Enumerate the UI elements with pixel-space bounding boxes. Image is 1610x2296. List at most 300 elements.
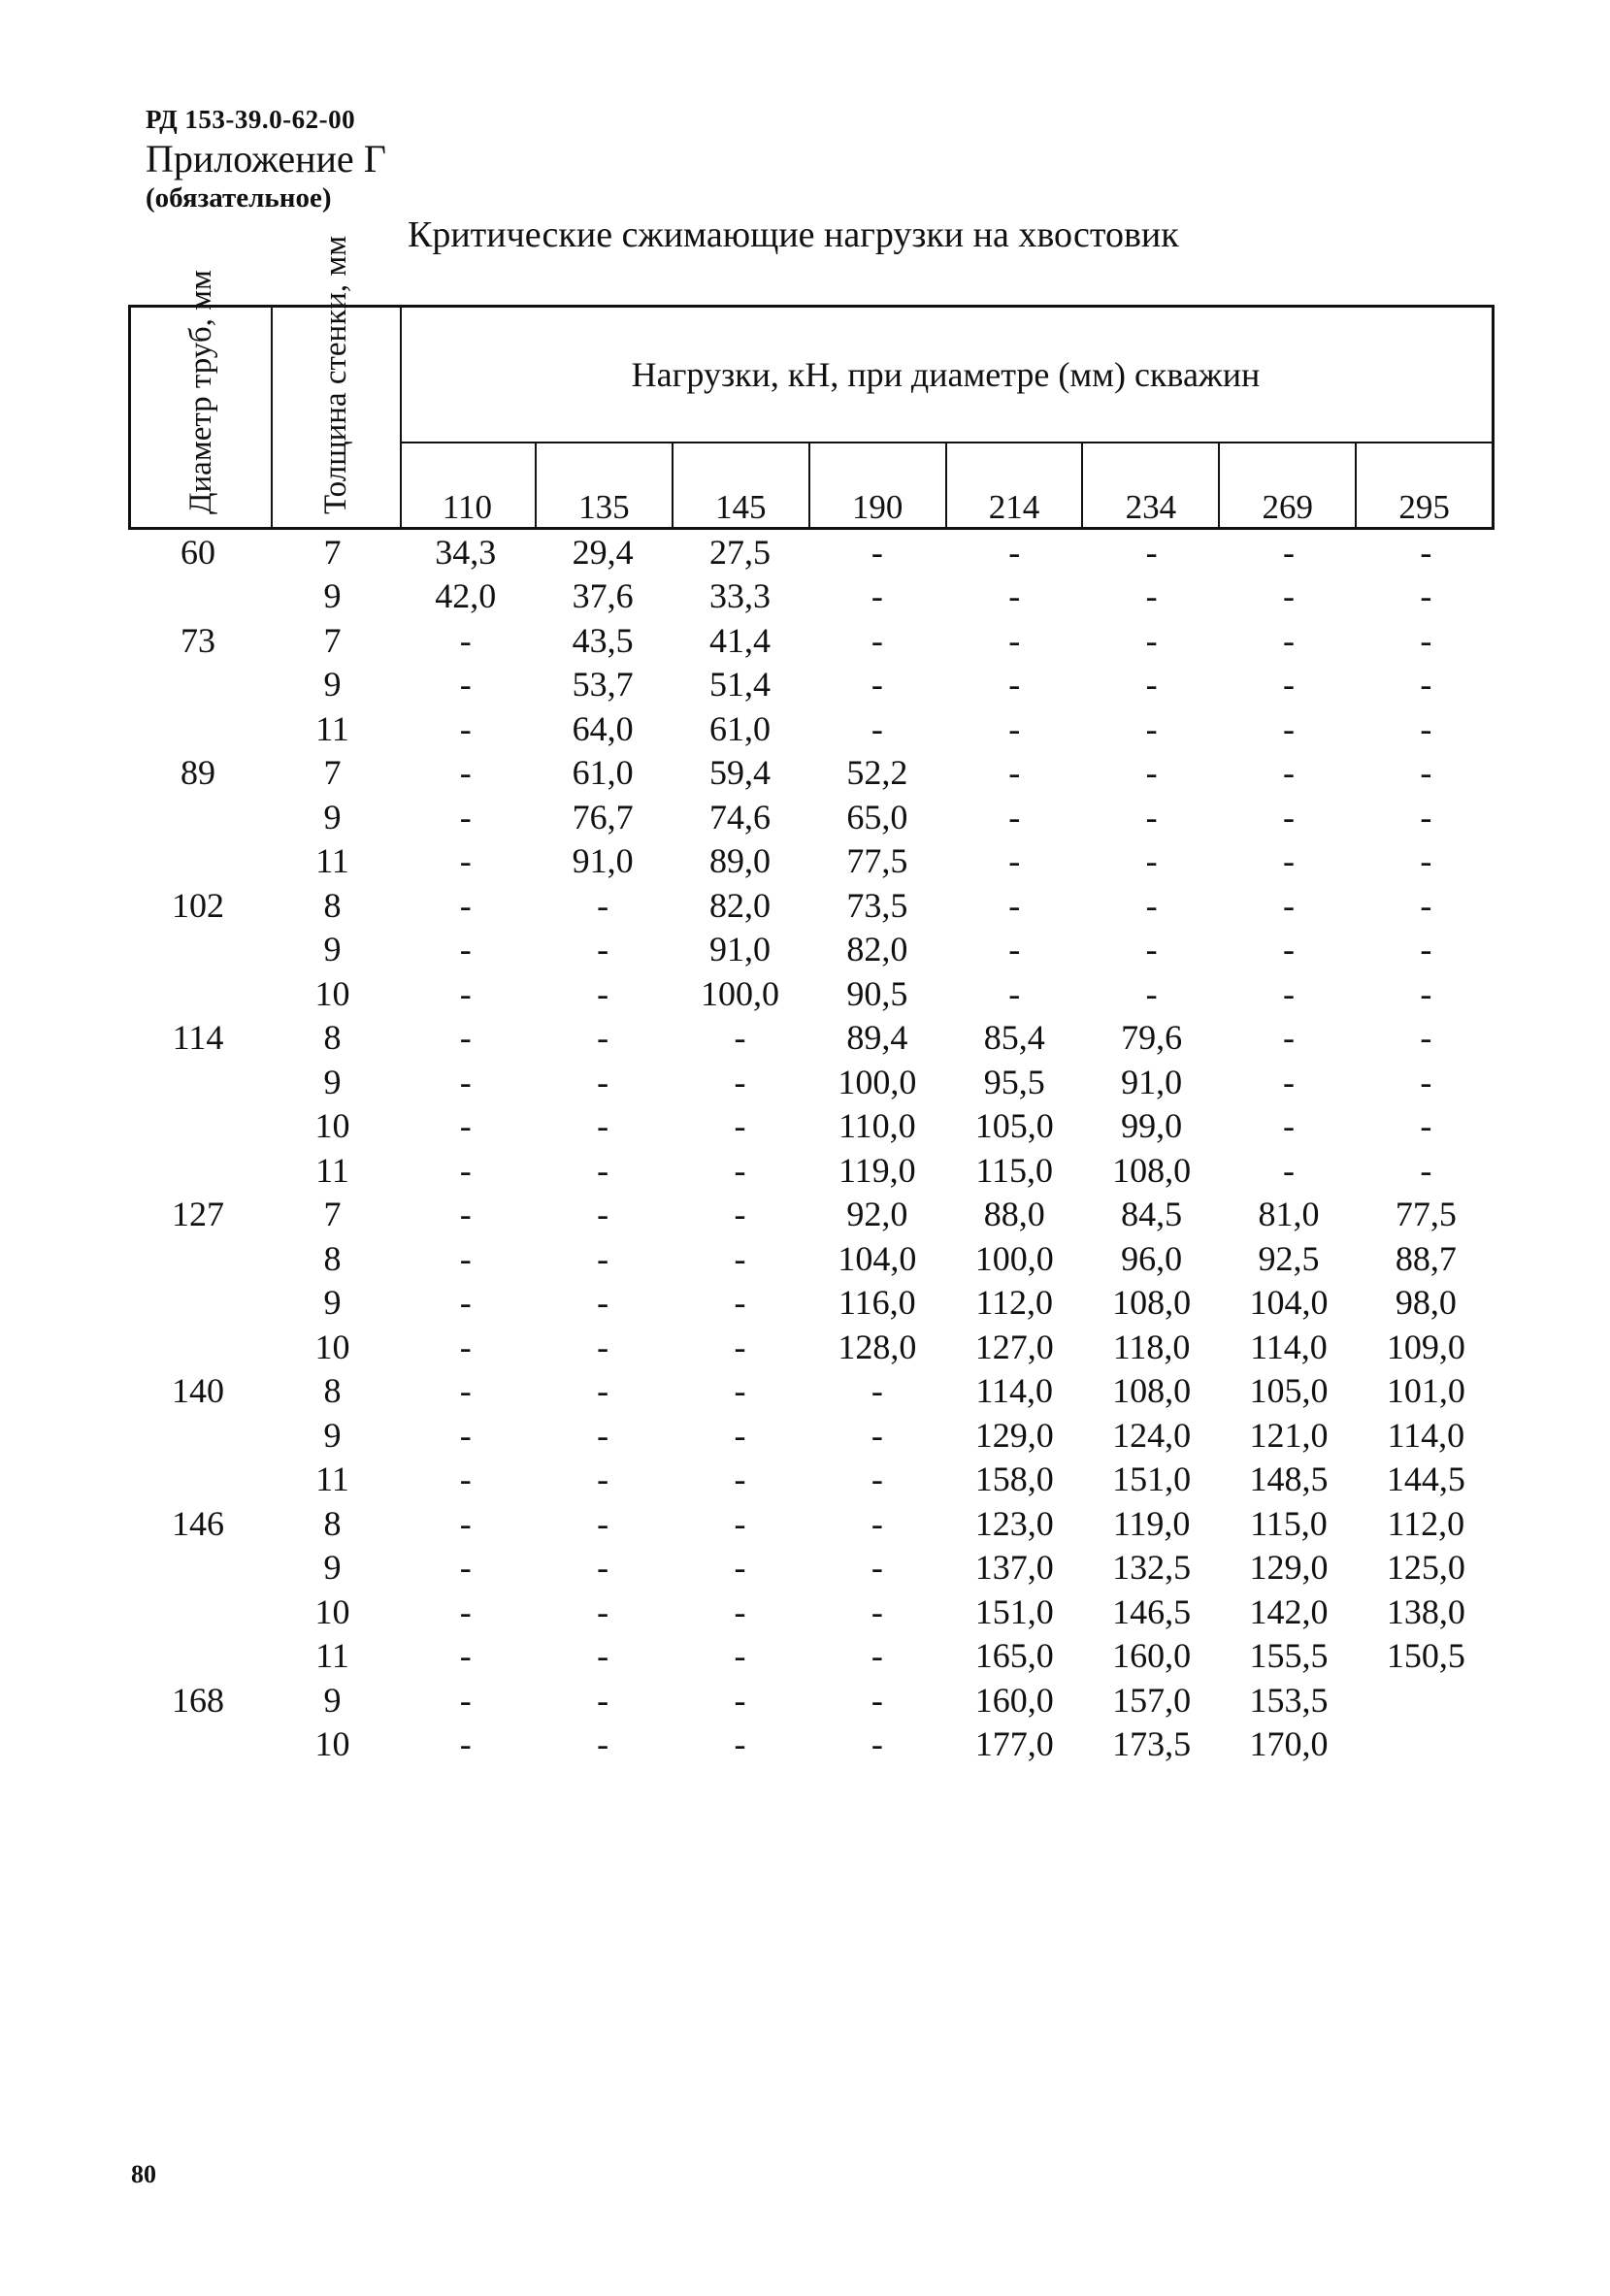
load-value-cell: - [1008,797,1021,836]
load-value-cell: - [459,708,472,748]
table-row [128,1236,1495,1281]
load-value-cell: 65,0 [846,797,908,836]
load-value-cell: - [1008,532,1021,572]
table-title: Критические сжимающие нагрузки на хвостовик [408,214,1179,255]
wall-thickness-cell: 10 [314,1724,350,1764]
load-value-cell: - [871,620,883,660]
load-value-cell: - [459,1018,472,1058]
load-value-cell: - [734,1106,746,1146]
load-value-cell: - [597,1460,609,1499]
table-row [128,574,1495,619]
wall-thickness-cell: 9 [323,1415,342,1455]
load-value-cell: 138,0 [1386,1591,1465,1631]
load-value-cell: - [597,1238,609,1278]
load-value-cell: - [1008,753,1021,793]
load-value-cell: 109,0 [1386,1327,1465,1366]
load-value-cell: 177,0 [974,1724,1054,1764]
load-value-cell: - [1008,841,1021,881]
pipe-diameter-cell: 114 [172,1018,224,1058]
load-value-cell: - [597,1724,609,1764]
table-row [128,839,1495,884]
load-value-cell: - [459,1636,472,1676]
header-pipe-diameter [131,270,273,527]
load-value-cell: - [459,620,472,660]
header-loads: Нагрузки, кН, при диаметре (мм) скважин [400,308,1492,443]
load-value-cell: 79,6 [1121,1018,1183,1058]
load-value-cell: - [871,1724,883,1764]
load-value-cell: 89,4 [846,1018,908,1058]
load-value-cell: - [597,1150,609,1190]
load-value-cell: 144,5 [1386,1460,1465,1499]
load-value-cell: - [734,1415,746,1455]
load-value-cell: 119,0 [1112,1503,1191,1543]
load-value-cell: 81,0 [1258,1195,1320,1234]
load-value-cell: - [1420,1062,1432,1101]
wall-thickness-cell: 10 [314,1106,350,1146]
table-row [128,530,1495,574]
pipe-diameter-cell: 168 [172,1680,224,1720]
load-value-cell: 74,6 [708,797,771,836]
load-value-cell: - [459,930,472,969]
load-value-cell: - [1420,576,1432,616]
load-value-cell: - [1145,753,1158,793]
load-value-cell: - [1282,1106,1295,1146]
table-row [128,1369,1495,1414]
load-value-cell: - [459,1106,472,1146]
load-value-cell: 142,0 [1249,1591,1329,1631]
load-value-cell: - [734,1636,746,1676]
load-value-cell: 92,0 [846,1195,908,1234]
load-value-cell: 61,0 [708,708,771,748]
header-well-diameter: 214 [947,442,1084,527]
header-wall-thickness-label: Толщина стенки, мм [317,235,353,514]
load-value-cell: 108,0 [1112,1371,1192,1411]
table-row [128,883,1495,928]
load-value-cell: 77,5 [846,841,908,881]
table-row [128,971,1495,1016]
load-value-cell: - [1145,708,1158,748]
load-value-cell: - [1420,841,1432,881]
table-row [128,1590,1495,1634]
wall-thickness-cell: 7 [323,620,342,660]
wall-thickness-cell: 8 [323,1238,342,1278]
load-value-cell: 160,0 [1112,1636,1192,1676]
load-value-cell: - [734,1327,746,1366]
load-value-cell: 148,5 [1249,1460,1329,1499]
wall-thickness-cell: 8 [323,885,342,925]
load-value-cell: 29,4 [572,532,634,572]
load-value-cell: 85,4 [983,1018,1045,1058]
load-value-cell: 76,7 [572,797,634,836]
load-value-cell: - [871,1636,883,1676]
load-value-cell: 115,0 [1250,1503,1328,1543]
load-value-cell: - [597,1371,609,1411]
load-value-cell: 33,3 [708,576,771,616]
load-value-cell: 118,0 [1112,1327,1191,1366]
load-value-cell: - [459,1327,472,1366]
load-value-cell: 114,0 [1250,1327,1328,1366]
load-value-cell: - [1145,665,1158,705]
load-value-cell: - [871,1460,883,1499]
load-value-cell: - [459,1238,472,1278]
load-value-cell: 51,4 [708,665,771,705]
load-value-cell: 132,5 [1112,1548,1192,1588]
load-value-cell: 42,0 [435,576,497,616]
load-value-cell: - [597,930,609,969]
load-value-cell: 37,6 [572,576,634,616]
load-value-cell: 84,5 [1121,1195,1183,1234]
load-value-cell: - [1282,708,1295,748]
load-value-cell: 153,5 [1249,1680,1329,1720]
load-value-cell: - [459,1503,472,1543]
load-value-cell: - [1420,973,1432,1013]
load-value-cell: - [1420,1018,1432,1058]
load-value-cell: 112,0 [1387,1503,1465,1543]
wall-thickness-cell: 11 [315,1636,349,1676]
load-value-cell: - [597,885,609,925]
load-value-cell: - [871,532,883,572]
load-value-cell: 127,0 [974,1327,1054,1366]
load-value-cell: 108,0 [1112,1150,1192,1190]
header-well-diameter: 295 [1398,488,1450,526]
table-row [128,1634,1495,1679]
load-value-cell: - [734,1591,746,1631]
load-value-cell: - [597,1415,609,1455]
table-row [128,1016,1495,1061]
load-value-cell: - [734,1283,746,1323]
load-value-cell: 165,0 [974,1636,1054,1676]
wall-thickness-cell: 9 [323,1283,342,1323]
load-value-cell: - [459,1591,472,1631]
load-value-cell: - [1008,885,1021,925]
load-value-cell: 155,5 [1249,1636,1329,1676]
table-row [128,618,1495,663]
wall-thickness-cell: 11 [315,708,349,748]
load-value-cell: - [1145,576,1158,616]
load-value-cell: - [597,1283,609,1323]
header-well-diameter: 269 [1220,442,1357,527]
load-value-cell: 92,5 [1258,1238,1320,1278]
load-value-cell: 137,0 [974,1548,1054,1588]
load-value-cell: 59,4 [708,753,771,793]
load-value-cell: - [1008,665,1021,705]
load-value-cell: - [459,1680,472,1720]
table-row [128,928,1495,972]
load-value-cell: - [871,665,883,705]
load-value-cell: 91,0 [572,841,634,881]
table-row [128,751,1495,796]
table-row [128,1722,1495,1767]
load-value-cell: - [1282,1062,1295,1101]
load-value-cell: 100,0 [838,1062,917,1101]
load-value-cell: 95,5 [983,1062,1045,1101]
load-value-cell: - [1282,1150,1295,1190]
wall-thickness-cell: 9 [323,930,342,969]
load-value-cell: 115,0 [975,1150,1054,1190]
load-value-cell: - [1282,620,1295,660]
load-value-cell: 146,5 [1112,1591,1192,1631]
wall-thickness-cell: 10 [314,973,350,1013]
load-value-cell: - [459,1460,472,1499]
load-value-cell: - [734,1062,746,1101]
load-value-cell: - [1282,841,1295,881]
load-value-cell: - [871,1371,883,1411]
load-value-cell: 157,0 [1112,1680,1192,1720]
load-value-cell: 100,0 [974,1238,1054,1278]
load-value-cell: - [871,1415,883,1455]
load-value-cell: - [1420,708,1432,748]
load-value-cell: 105,0 [974,1106,1054,1146]
load-value-cell: - [734,1371,746,1411]
load-value-cell: 98,0 [1395,1283,1457,1323]
load-value-cell: - [459,665,472,705]
load-value-cell: - [459,1548,472,1588]
load-value-cell: - [459,973,472,1013]
header-well-diameter: 145 [674,442,810,527]
load-value-cell: - [597,1018,609,1058]
wall-thickness-cell: 7 [323,1195,342,1234]
load-value-cell: - [597,1591,609,1631]
load-value-cell: 119,0 [838,1150,916,1190]
load-value-cell: - [734,1548,746,1588]
load-table-body [128,530,1495,1766]
load-value-cell: - [1282,797,1295,836]
load-value-cell: 34,3 [435,532,497,572]
load-value-cell: 90,5 [846,973,908,1013]
wall-thickness-cell: 9 [323,576,342,616]
load-value-cell: 104,0 [1249,1283,1329,1323]
load-value-cell: - [1008,973,1021,1013]
load-value-cell: - [871,1548,883,1588]
load-value-cell: - [734,1195,746,1234]
load-value-cell: 151,0 [974,1591,1054,1631]
header-wall-thickness [271,235,402,527]
load-value-cell: 121,0 [1249,1415,1329,1455]
load-value-cell: 105,0 [1249,1371,1329,1411]
load-value-cell: - [1282,1018,1295,1058]
load-value-cell: - [459,1195,472,1234]
load-value-cell: - [1420,797,1432,836]
load-value-cell: - [459,841,472,881]
header-pipe-diameter-label: Диаметр труб, мм [183,270,218,514]
appendix-heading: Приложение Г [146,137,386,180]
wall-thickness-cell: 10 [314,1591,350,1631]
load-value-cell: 108,0 [1112,1283,1192,1323]
load-value-cell: 170,0 [1249,1724,1329,1764]
load-value-cell: 129,0 [974,1415,1054,1455]
load-value-cell: 82,0 [846,930,908,969]
wall-thickness-cell: 7 [323,753,342,793]
load-value-cell: - [1145,973,1158,1013]
load-value-cell: 91,0 [708,930,771,969]
load-value-cell: - [1145,885,1158,925]
table-row [128,1546,1495,1591]
load-value-cell: - [597,1548,609,1588]
load-value-cell: - [1420,1106,1432,1146]
table-row [128,663,1495,707]
load-value-cell: - [1282,576,1295,616]
load-value-cell: - [597,1680,609,1720]
load-value-cell: - [1420,532,1432,572]
wall-thickness-cell: 11 [315,841,349,881]
load-value-cell: - [1145,841,1158,881]
load-value-cell: - [734,1724,746,1764]
wall-thickness-cell: 8 [323,1371,342,1411]
load-value-cell: - [1008,620,1021,660]
pipe-diameter-cell: 146 [172,1503,224,1543]
header-well-diameter: 110 [400,442,537,527]
load-value-cell: 160,0 [974,1680,1054,1720]
table-row [128,1413,1495,1458]
table-row [128,1060,1495,1104]
load-value-cell: - [1145,930,1158,969]
load-value-cell: 158,0 [974,1460,1054,1499]
table-row [128,795,1495,839]
load-value-cell: 43,5 [572,620,634,660]
table-row [128,1281,1495,1326]
load-value-cell: 114,0 [1387,1415,1465,1455]
load-value-cell: - [734,1503,746,1543]
load-value-cell: 99,0 [1121,1106,1183,1146]
appendix-status: (обязательное) [146,182,332,213]
load-value-cell: - [597,1636,609,1676]
pipe-diameter-cell: 73 [181,620,215,660]
load-value-cell: - [459,1415,472,1455]
load-value-cell: 100,0 [700,973,779,1013]
load-value-cell: 82,0 [708,885,771,925]
load-value-cell: - [597,1327,609,1366]
load-value-cell: 27,5 [708,532,771,572]
load-value-cell: 124,0 [1112,1415,1192,1455]
table-row [128,1193,1495,1237]
load-value-cell: - [734,1150,746,1190]
load-value-cell: - [597,1106,609,1146]
load-value-cell: 173,5 [1112,1724,1192,1764]
table-row [128,1104,1495,1149]
load-value-cell: 125,0 [1386,1548,1465,1588]
load-value-cell: 41,4 [708,620,771,660]
load-value-cell: - [734,1238,746,1278]
load-value-cell: 88,0 [983,1195,1045,1234]
pipe-diameter-cell: 140 [172,1371,224,1411]
load-value-cell: 128,0 [838,1327,917,1366]
load-value-cell: 64,0 [572,708,634,748]
wall-thickness-cell: 8 [323,1018,342,1058]
load-value-cell: - [1008,708,1021,748]
load-value-cell: 77,5 [1395,1195,1457,1234]
load-value-cell: - [1420,885,1432,925]
load-value-cell: - [1420,1150,1432,1190]
load-value-cell: - [459,1724,472,1764]
wall-thickness-cell: 9 [323,1548,342,1588]
load-value-cell: 91,0 [1121,1062,1183,1101]
load-value-cell: 116,0 [838,1283,916,1323]
wall-thickness-cell: 10 [314,1327,350,1366]
table-row [128,1325,1495,1369]
wall-thickness-cell: 11 [315,1460,349,1499]
document-code: РД 153-39.0-62-00 [146,105,356,134]
table-row [128,1501,1495,1546]
pipe-diameter-cell: 89 [181,753,215,793]
load-value-cell: 112,0 [975,1283,1054,1323]
load-value-cell: - [597,1195,609,1234]
header-well-diameter: 135 [537,442,674,527]
load-value-cell: - [1282,665,1295,705]
load-value-cell: - [459,797,472,836]
load-value-cell: 61,0 [572,753,634,793]
load-value-cell: 73,5 [846,885,908,925]
load-value-cell: 52,2 [846,753,908,793]
load-value-cell: - [597,1062,609,1101]
table-header [128,235,1495,530]
load-value-cell: - [1145,620,1158,660]
load-value-cell: - [459,1283,472,1323]
header-well-diameters [400,442,1492,527]
load-value-cell: - [734,1018,746,1058]
load-value-cell: 88,7 [1395,1238,1457,1278]
load-value-cell: - [1420,665,1432,705]
page-number: 80 [131,2160,156,2188]
pipe-diameter-cell: 60 [181,532,215,572]
load-value-cell: - [459,1371,472,1411]
load-value-cell: - [871,1503,883,1543]
load-value-cell: - [459,753,472,793]
load-value-cell: - [459,1062,472,1101]
load-value-cell: 150,5 [1386,1636,1465,1676]
load-value-cell: - [734,1460,746,1499]
pipe-diameter-cell: 102 [172,885,224,925]
load-value-cell: - [1282,885,1295,925]
load-value-cell: 89,0 [708,841,771,881]
load-value-cell: - [1282,532,1295,572]
load-value-cell: - [1420,620,1432,660]
wall-thickness-cell: 9 [323,1680,342,1720]
load-value-cell: - [871,1680,883,1720]
table-row [128,1148,1495,1193]
load-value-cell: 104,0 [838,1238,917,1278]
load-value-cell: - [1282,753,1295,793]
header-well-diameter: 190 [810,442,947,527]
load-value-cell: - [597,973,609,1013]
wall-thickness-cell: 9 [323,797,342,836]
header-well-diameter: 234 [1083,442,1220,527]
load-value-cell: - [871,576,883,616]
load-value-cell: - [1145,532,1158,572]
load-value-cell: - [597,1503,609,1543]
load-value-cell: - [459,885,472,925]
wall-thickness-cell: 9 [323,665,342,705]
load-value-cell: - [1282,930,1295,969]
load-value-cell: 114,0 [975,1371,1054,1411]
table-row [128,1458,1495,1502]
pipe-diameter-cell: 127 [172,1195,224,1234]
load-value-cell: 110,0 [838,1106,916,1146]
table-row [128,1678,1495,1722]
wall-thickness-cell: 11 [315,1150,349,1190]
load-value-cell: - [871,708,883,748]
load-value-cell: - [459,1150,472,1190]
load-value-cell: - [1008,576,1021,616]
load-value-cell: 96,0 [1121,1238,1183,1278]
load-value-cell: 151,0 [1112,1460,1192,1499]
wall-thickness-cell: 8 [323,1503,342,1543]
table-row [128,706,1495,751]
load-value-cell: - [1145,797,1158,836]
load-value-cell: - [734,1680,746,1720]
wall-thickness-cell: 7 [323,532,342,572]
load-value-cell: 53,7 [572,665,634,705]
load-value-cell: - [1282,973,1295,1013]
